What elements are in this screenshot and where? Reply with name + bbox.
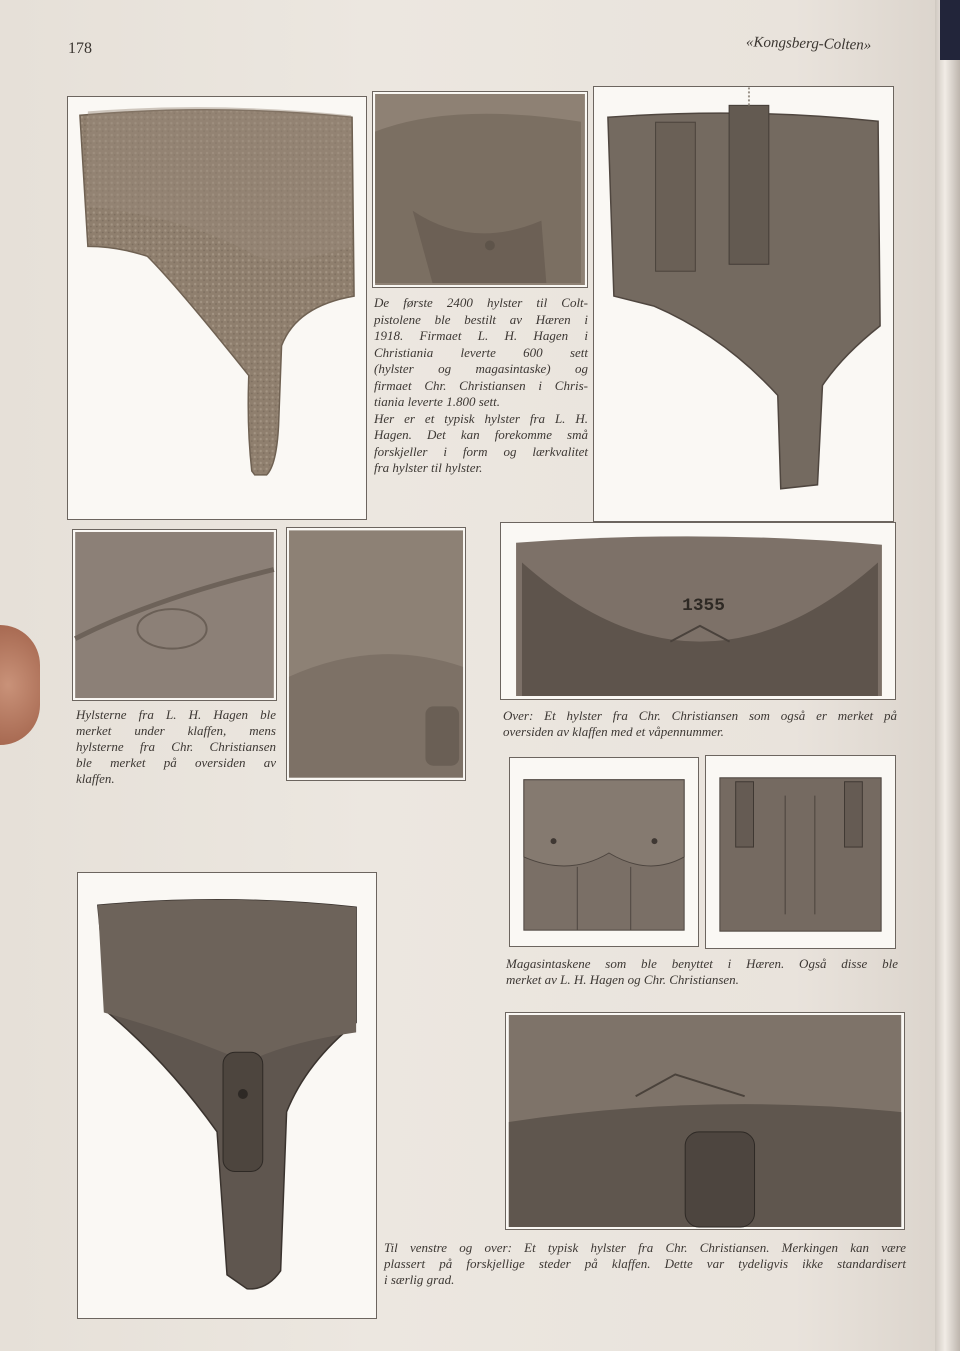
caption-line: De første 2400 hylster til Colt- — [374, 295, 588, 310]
photo-magazine-pouch-front — [509, 757, 699, 947]
caption-line: plassert på forskjellige steder på klaffen. Dette var tydeligvis ikke standardisert — [384, 1256, 906, 1271]
caption-line: Her er et typisk hylster fra L. H. — [374, 410, 588, 426]
photo-holster-hagen-back — [593, 86, 894, 522]
caption-line: merket under klaffen, mens — [76, 723, 276, 738]
caption-line: forskjeller i form og lærkvalitet — [374, 443, 588, 459]
page-edge — [935, 0, 960, 1351]
photo-christiansen-holster — [77, 872, 377, 1319]
photo-holster-hagen-flap — [372, 91, 588, 288]
caption-christiansen-above — [503, 708, 897, 740]
running-title: «Kongsberg-Colten» — [745, 34, 872, 54]
caption-line: oversiden av klaffen med et våpennummer. — [503, 724, 724, 739]
caption-typical-christiansen — [384, 1240, 906, 1288]
flap-marking-closeup-icon — [506, 1013, 904, 1229]
magazine-pouch-front-icon — [510, 758, 698, 946]
caption-line: Hylsterne fra L. H. Hagen ble — [76, 707, 276, 722]
caption-line: Christiania leverte 600 sett — [374, 344, 588, 360]
caption-line: ble merket på oversiden av — [76, 755, 276, 770]
caption-line: Hagen. Det kan forekomme små — [374, 427, 588, 442]
caption-magazine-pouches — [506, 956, 898, 988]
flap-with-stamped-number-icon — [501, 523, 895, 699]
holster-back-with-loops-icon — [594, 87, 893, 521]
holster-with-strap-icon — [78, 873, 376, 1318]
caption-line: tiania leverte 1.800 sett. — [374, 394, 501, 409]
photo-holster-hagen-full — [67, 96, 367, 520]
stamped-marking-closeup-icon — [73, 530, 276, 700]
caption-line: klaffen. — [76, 771, 115, 786]
caption-line: fra hylster til hylster. — [374, 460, 483, 475]
caption-line: 1918. Firmaet L. H. Hagen i — [374, 328, 588, 343]
caption-line: Over: Et hylster fra Chr. Christiansen som også er merket på — [503, 708, 897, 723]
background-surface — [940, 0, 960, 60]
caption-hagen-marking — [76, 707, 276, 787]
caption-line: (hylster og magasintaske) og — [374, 361, 588, 376]
leather-holster-rough-side-icon — [68, 97, 366, 519]
caption-line: Til venstre og over: Et typisk hylster fra Chr. Christiansen. Merkingen kan være — [384, 1240, 906, 1255]
holster-flap-detail-icon — [373, 92, 587, 287]
photo-christiansen-marking-closeup — [505, 1012, 905, 1230]
photo-marking-hagen-closeup — [72, 529, 277, 701]
magazine-pouch-back-icon — [706, 756, 895, 948]
caption-line: pistolene ble bestilt av Hæren i — [374, 311, 588, 327]
caption-line: Magasintaskene som ble benyttet i Hæren. Også disse ble — [506, 956, 898, 971]
caption-line: merket av L. H. Hagen og Chr. Christiansen. — [506, 972, 739, 987]
leather-flap-underside-icon — [287, 528, 465, 780]
photo-flap-underside-closeup — [286, 527, 466, 781]
photo-christiansen-flap-number — [500, 522, 896, 700]
caption-line: i særlig grad. — [384, 1272, 455, 1287]
caption-first-holsters — [374, 295, 588, 477]
stamped-number: 1355 — [682, 596, 725, 617]
caption-line: firmaet Chr. Christiansen i Chris- — [374, 377, 588, 393]
photo-magazine-pouch-back — [705, 755, 896, 949]
page-number: 178 — [68, 40, 92, 57]
caption-line: hylsterne fra Chr. Christiansen — [76, 739, 276, 754]
